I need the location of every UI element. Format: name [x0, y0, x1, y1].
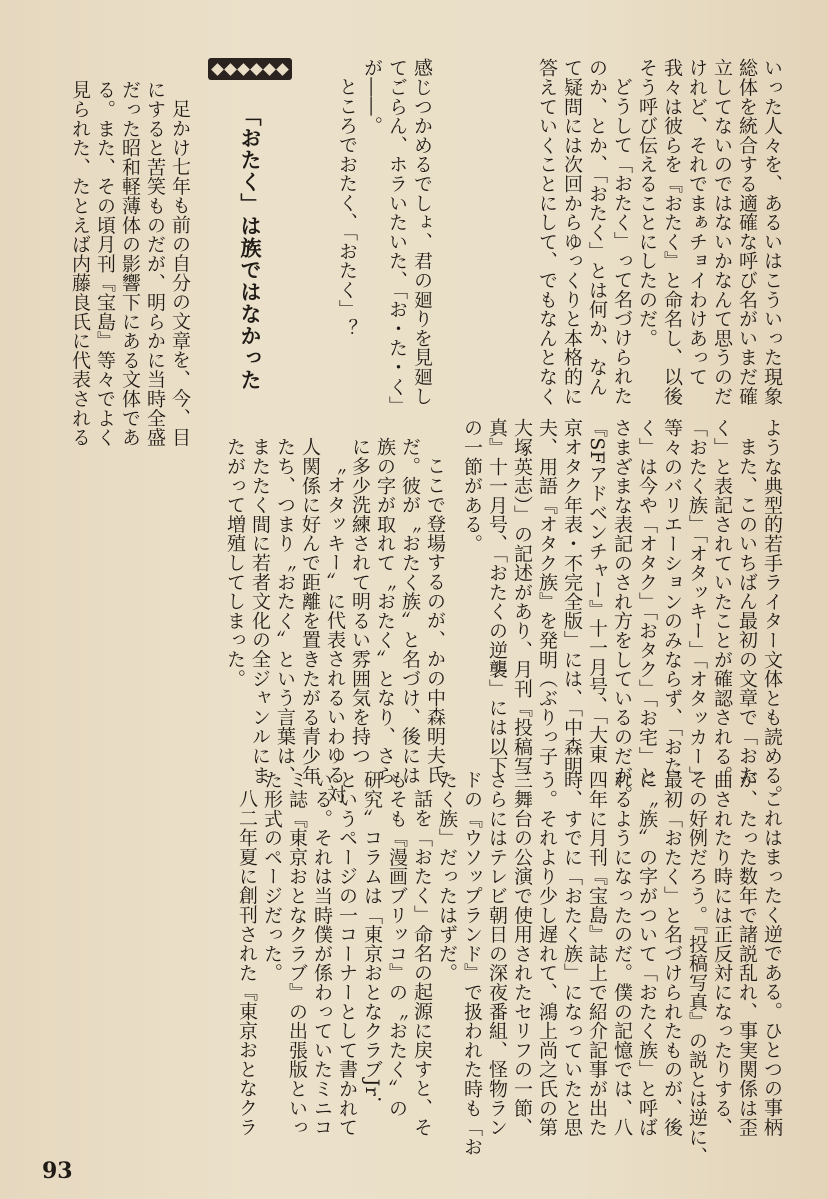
page-number: 93 — [42, 1158, 73, 1184]
text-column: 足かけ七年も前の自分の文章を、今、目 — [169, 99, 191, 447]
text-column: またたく間に若者文化の全ジャンルにま — [249, 437, 271, 785]
text-column: のか、とか、「おたく」とは何か、なん — [586, 58, 608, 396]
text-column: 三舞台の公演で使用されたセリフの一節、 — [511, 770, 533, 1137]
text-column: たち、つまり〝おたく〟という言葉は、 — [274, 437, 296, 785]
text-column: 感じつかめるでしょ、君の廻りを見廻し — [411, 58, 433, 406]
text-column: ドの『ウソップランド』で扱われた時も「お — [461, 770, 483, 1156]
text-column: いった人々を、あるいはこういった現象 — [761, 58, 783, 406]
text-column: 総体を統合する適確な呼び名がいまだ確 — [736, 58, 758, 406]
text-column: う。それより少し遅れて、鴻上尚之氏の第 — [536, 770, 558, 1137]
text-column: にすると苦笑ものだが、明らかに当時全盛 — [144, 80, 166, 447]
text-column: 族の字が取れて〝おたく〟となり、さら — [374, 437, 396, 785]
text-column: たく族」だったはずだ。 — [436, 770, 458, 983]
text-column: てごらん、ホラいたいた、「お・た・く」 — [386, 58, 408, 416]
text-column: そう呼び伝えることにしたのだ。 — [636, 58, 658, 348]
text-column: 人関係に好んで距離を置きたがる青少年 — [299, 437, 321, 785]
text-column: 『SFアドベンチャー』十一月号、「大東 — [586, 418, 608, 764]
text-column: 真』十一月号、「おたくの逆襲」には以下 — [486, 418, 508, 776]
text-column: その好例だろう。『投稿写真』の説とは逆に、 — [686, 770, 708, 1166]
text-column: の一節がある。 — [461, 418, 483, 554]
text-column: 見られた、たとえば内藤良氏に代表される — [69, 80, 91, 447]
section-heading: 「おたく」は族ではなかった — [238, 105, 262, 391]
middle-section — [0, 418, 828, 804]
text-column: 京オタク年表・不完全版」には、「中森明 — [561, 418, 583, 776]
text-column: て疑問には次回からゆっくりと本格的に — [561, 58, 583, 406]
text-column: 時、すでに「おたく族」になっていたと思 — [561, 770, 583, 1137]
text-column: というページの一コーナーとして書かれて — [336, 770, 358, 1137]
continuation-block — [0, 80, 220, 447]
text-column: けれど、それでまぁチョイわけあって — [686, 58, 708, 387]
text-column: る。また、その頃月刊『宝島』等々でよく — [94, 80, 116, 447]
text-column: これはまったく逆である。ひとつの事柄 — [761, 789, 783, 1137]
text-column: いる。それは当時僕が係わっていたミニコ — [311, 770, 333, 1137]
text-column: た形式のページだった。 — [261, 770, 283, 983]
text-column: く」と表記されていたことが確認される。 — [711, 418, 733, 785]
text-column: 立してないのではないかなんて思うのだ — [711, 58, 733, 406]
text-column: さらにはテレビ朝日の深夜番組、怪物ラン — [486, 770, 508, 1137]
text-column: また、このいちばん最初の文章で「おた — [736, 437, 758, 785]
section-ornament — [208, 58, 292, 80]
text-column: だ。彼が〝おたく族〟と名づけ、後には — [399, 437, 421, 785]
text-column: が――。 — [361, 58, 383, 136]
text-column: ここで登場するのが、かの中森明夫氏 — [424, 456, 446, 785]
text-column: 大塚英志）」の記述があり、月刊『投稿写 — [511, 418, 533, 776]
text-column: れるようになったのだ。僕の記憶では、八 — [611, 770, 633, 1137]
text-column: ミ誌『東京おとなクラブ』の出張版といっ — [286, 770, 308, 1137]
text-column: 四年に月刊『宝島』誌上で紹介記事が出た — [586, 770, 608, 1137]
text-column: たがって増殖してしまった。 — [224, 437, 246, 688]
text-column: ような典型的若手ライター文体とも読める。 — [761, 418, 783, 804]
text-column: く」は今や「オタク」「おタク」「お宅」と — [636, 418, 658, 785]
text-column: 答えていくことにして、でもなんとなく — [536, 58, 558, 406]
bottom-section — [0, 770, 828, 1166]
text-column: ところでおたく、「おたく」？ — [336, 77, 358, 338]
text-column: 八二年夏に創刊された『東京おとなクラ — [236, 789, 258, 1137]
text-column: 最初「おたく」と名づけられたものが、後 — [661, 770, 683, 1137]
text-column: 〝オタッキー〟に代表されるいわゆる対 — [324, 456, 346, 804]
text-column: もそも『漫画ブリッコ』の〝おたく〟の — [386, 770, 408, 1118]
text-column: 等々のバリエーションのみならず、「おた — [661, 418, 683, 776]
text-column: 我々は彼らを『おたく』と命名し、以後 — [661, 58, 683, 406]
text-column: 研究〟コラムは「東京おとなクラブJr． — [361, 770, 383, 1116]
text-column: が、たった数年で諸説乱れ、事実関係は歪 — [736, 770, 758, 1137]
text-column: 曲されたり時には正反対になったりする、 — [711, 770, 733, 1137]
text-column: 夫、用語『オタク族』を発明（ぶりっ子 — [536, 418, 558, 766]
text-column: に多少洗練されて明るい雰囲気を持つ — [349, 437, 371, 766]
text-column: さまざまな表記のされ方をしているのだが。 — [611, 418, 633, 804]
text-column: 「おたく族」「オタッキー」「オタッカー」 — [686, 418, 708, 785]
text-column: 話を「おたく」命名の起源に戻すと、そ — [411, 789, 433, 1137]
text-column: どうして「おたく」って名づけられた — [611, 77, 633, 406]
text-column: に〝族〟の字がついて「おたく族」と呼ば — [636, 770, 658, 1137]
text-column: だった昭和軽薄体の影響下にある文体であ — [119, 80, 141, 447]
